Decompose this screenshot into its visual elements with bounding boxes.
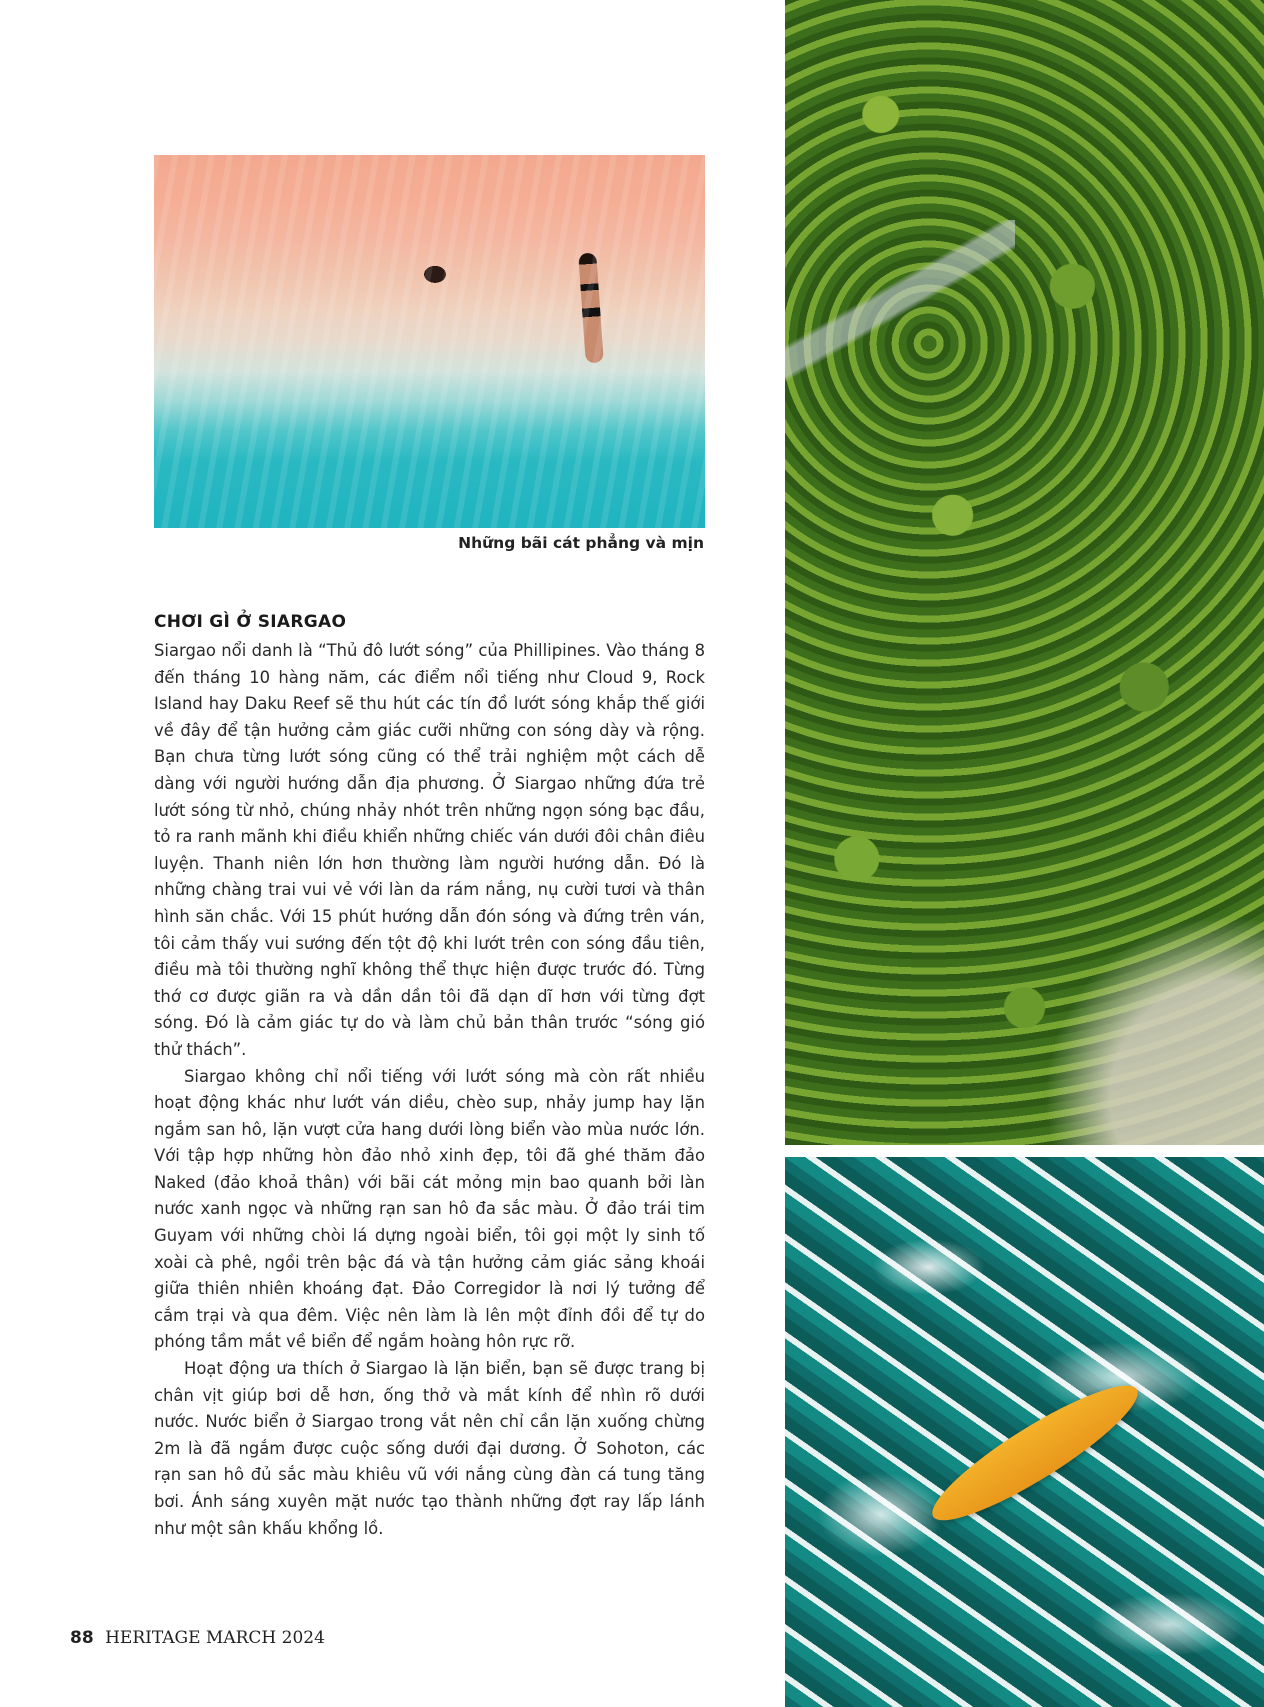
surfboard-figure [919,1367,1150,1538]
photo-caption: Những bãi cát phẳng và mịn [458,534,704,552]
article-body [154,638,705,1542]
paragraph: Siargao không chỉ nổi tiếng với lướt sóng mà còn rất nhiều hoạt động khác như lướt ván diều, chèo sup, nhảy jump hay lặn ngắm san hô, lặn vượt cửa hang dưới lòng biển vào mùa nước lớn. Với tập hợp những hòn đảo nhỏ xinh đẹp, tôi đã ghé thăm đảo Naked (đảo khoả thân) với bãi cát mỏng mịn bao quanh bởi làn nước xanh ngọc và những rạn san hô đa sắc màu. Ở đảo trái tim Guyam với những chòi lá dựng ngoài biển, tôi gọi một ly sinh tố xoài cà phê, ngồi trên bậc đá và tận hưởng cảm giác sảng khoái giữa thiên nhiên khoáng đạt. Đảo Corregidor là nơi lý tưởng để cắm trại và qua đêm. Việc nên làm là lên một đỉnh đồi để tự do phóng tầm mắt về biển để ngắm hoàng hôn rực rỡ. [154,1066,705,1352]
palm-trees-aerial-photo [785,0,1264,1145]
page-footer [70,1628,325,1648]
page-number: 88 [70,1628,94,1648]
surfboard-aerial-photo [785,1157,1264,1707]
paragraph: Siargao nổi danh là “Thủ đô lướt sóng” của Phillipines. Vào tháng 8 đến tháng 10 hàng năm, các điểm nổi tiếng như Cloud 9, Rock Island hay Daku Reef sẽ thu hút các tín đồ lướt sóng khắp thế giới về đây để tận hưởng cảm giác cưỡi những con sóng dày và rộng. Bạn chưa từng lướt sóng cũng có thể trải nghiệm một cách dễ dàng với người hướng dẫn địa phương. Ở Siargao những đứa trẻ lướt sóng từ nhỏ, chúng nhảy nhót trên những ngọn sóng bạc đầu, tỏ ra ranh mãnh khi điều khiển những chiếc ván dưới đôi chân điêu luyện. Thanh niên lớn hơn thường làm người hướng dẫn. Đó là những chàng trai vui vẻ với làn da rám nắng, nụ cười tươi và thân hình săn chắc. Với 15 phút hướng dẫn đón sóng và đứng trên ván, tôi cảm thấy vui sướng đến tột độ khi lướt trên con sóng đầu tiên, điều mà tôi thường nghĩ không thể thực hiện được trước đó. Từng thớ cơ được giãn ra và dần dần tôi đã dạn dĩ hơn với từng đợt sóng. Đó là cảm giác tự do và làm chủ bản thân trước “sóng gió thử thách”. [154,641,705,1059]
woman-on-sand-figure [578,253,604,364]
section-heading: CHƠI GÌ Ở SIARGAO [154,612,347,632]
beach-photo [154,155,705,528]
paragraph: Hoạt động ưa thích ở Siargao là lặn biển, bạn sẽ được trang bị chân vịt giúp bơi dễ hơn, ống thở và mắt kính để nhìn rõ dưới nước. Nước biển ở Siargao trong vắt nên chỉ cần lặn xuống chừng 2m là đã ngắm được cuộc sống dưới đại dương. Ở Sohoton, các rạn san hô đủ sắc màu khiêu vũ với nắng cùng đàn cá tung tăng bơi. Ánh sáng xuyên mặt nước tạo thành những đợt ray lấp lánh như một sân khấu khổng lồ. [154,1359,705,1538]
magazine-issue: HERITAGE MARCH 2024 [105,1628,325,1648]
